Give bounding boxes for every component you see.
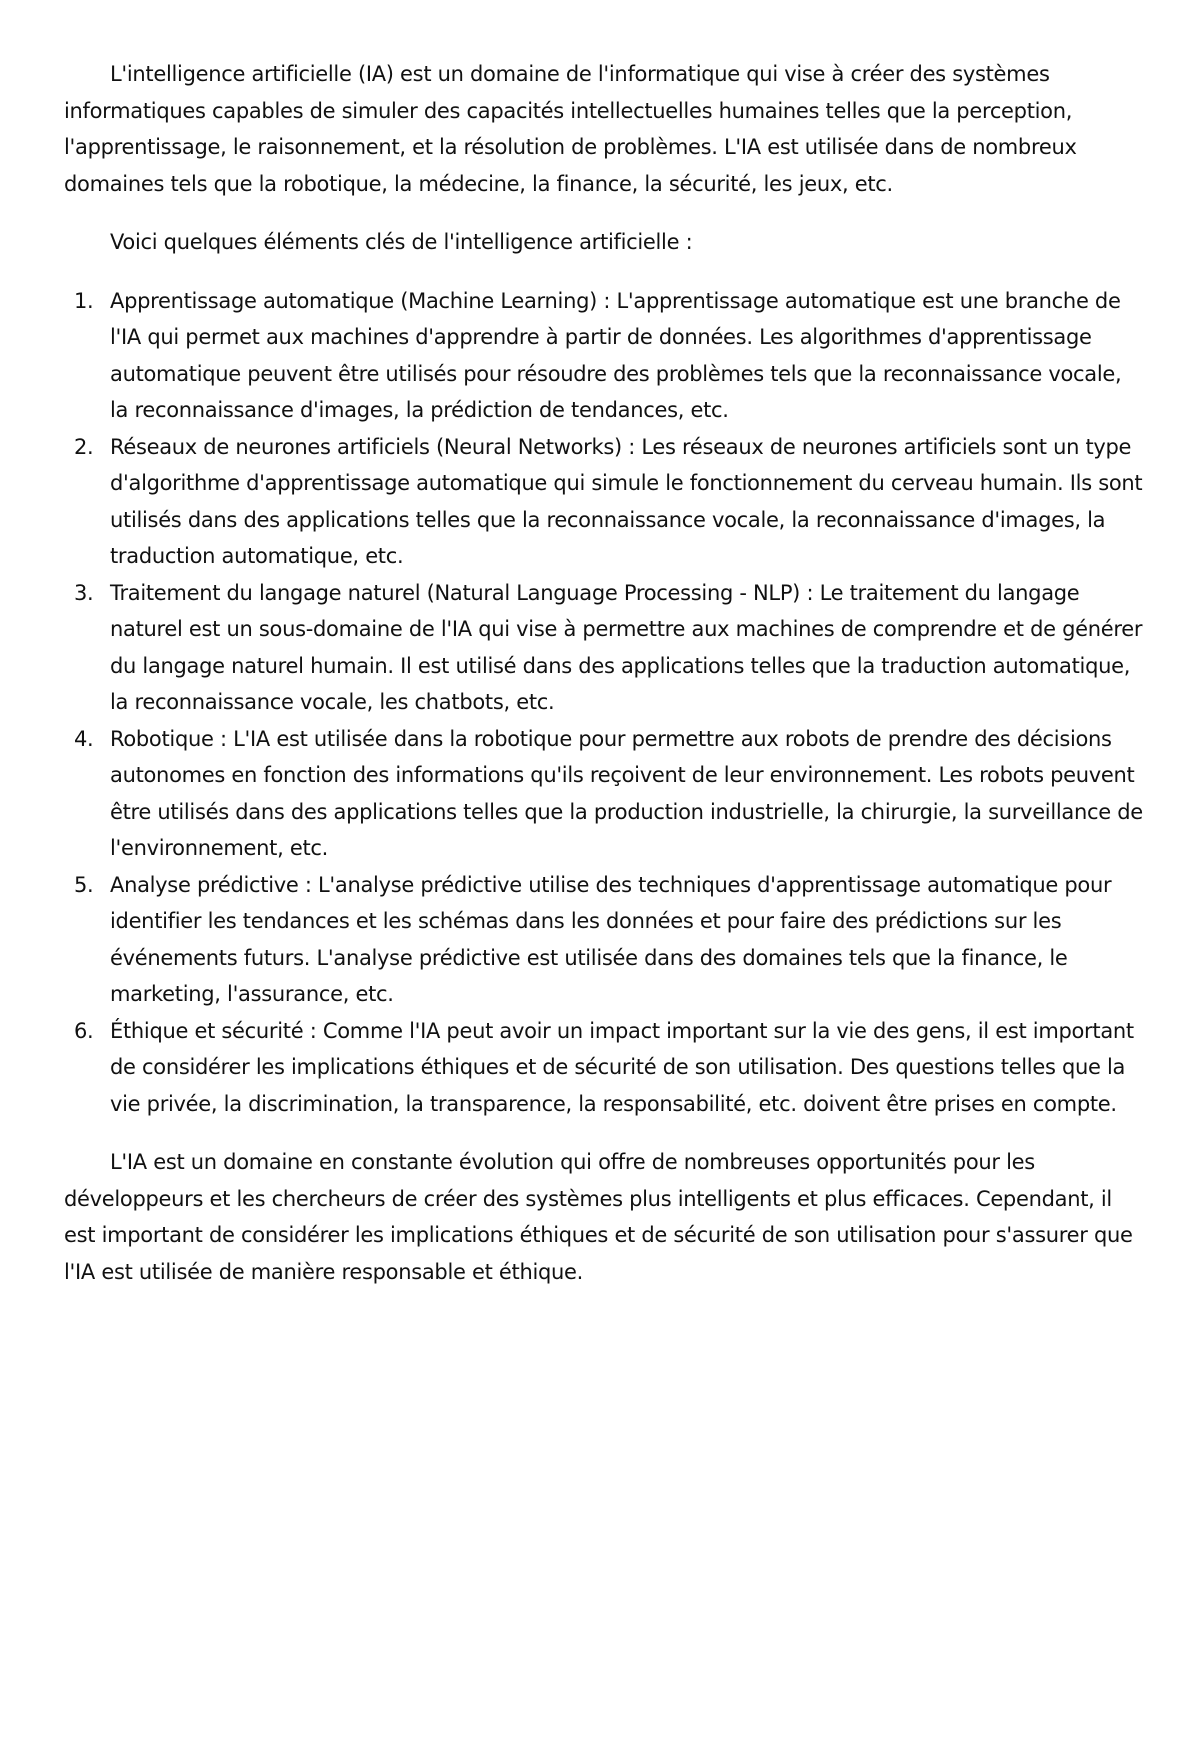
lead-paragraph: Voici quelques éléments clés de l'intelligence artificielle : xyxy=(110,230,693,254)
conclusion-paragraph: L'IA est un domaine en constante évolution qui offre de nombreuses opportunités pour les développeurs et les chercheurs de créer des systèmes plus intelligents et plus efficaces. Cependant, il est important de considérer les implications éthiques et de sécurité de son utilisation pour s'assurer que l'IA est utilisée de manière responsable et éthique. xyxy=(64,1150,1133,1284)
list-item-text: Analyse prédictive : L'analyse prédictive utilise des techniques d'apprentissage automatique pour identifier les tendances et les schémas dans les données et pour faire des prédictions sur les événements futurs. L'analyse prédictive est utilisée dans des domaines tels que la finance, le marketing, l'assurance, etc. xyxy=(110,872,1112,1006)
list-item xyxy=(64,575,1144,721)
list-item-text: Réseaux de neurones artificiels (Neural Networks) : Les réseaux de neurones artificiels sont un type d'algorithme d'apprentissage automatique qui simule le fonctionnement du cerveau humain. Ils sont utilisés dans des applications telles que la reconnaissance vocale, la reconnaissance d'images, la traduction automatique, etc. xyxy=(110,434,1143,568)
list-number: 2. xyxy=(74,434,94,459)
list-item xyxy=(64,429,1144,575)
list-number: 6. xyxy=(74,1018,94,1043)
list-item xyxy=(64,721,1144,867)
key-elements-list xyxy=(64,283,1144,1123)
intro-paragraph: L'intelligence artificielle (IA) est un domaine de l'informatique qui vise à créer des systèmes informatiques capables de simuler des capacités intellectuelles humaines telles que la perception, l'apprentissage, le raisonnement, et la résolution de problèmes. L'IA est utilisée dans de nombreux domaines tels que la robotique, la médecine, la finance, la sécurité, les jeux, etc. xyxy=(64,62,1077,196)
list-item xyxy=(64,283,1144,429)
list-item xyxy=(64,867,1144,1013)
list-number: 1. xyxy=(74,288,94,313)
list-number: 4. xyxy=(74,726,94,751)
list-item-text: Robotique : L'IA est utilisée dans la robotique pour permettre aux robots de prendre des décisions autonomes en fonction des informations qu'ils reçoivent de leur environnement. Les robots peuvent être utilisés dans des applications telles que la production industrielle, la chirurgie, la surveillance de l'environnement, etc. xyxy=(110,726,1143,860)
document-page xyxy=(64,56,1144,1312)
list-item-text: Traitement du langage naturel (Natural Language Processing - NLP) : Le traitement du langage naturel est un sous-domaine de l'IA qui vise à permettre aux machines de comprendre et de générer du langage naturel humain. Il est utilisé dans des applications telles que la traduction automatique, la reconnaissance vocale, les chatbots, etc. xyxy=(110,580,1143,714)
list-item-text: Éthique et sécurité : Comme l'IA peut avoir un impact important sur la vie des gens, il est important de considérer les implications éthiques et de sécurité de son utilisation. Des questions telles que la vie privée, la discrimination, la transparence, la responsabilité, etc. doivent être prises en compte. xyxy=(110,1018,1134,1116)
list-item xyxy=(64,1013,1144,1123)
list-number: 3. xyxy=(74,580,94,605)
list-item-text: Apprentissage automatique (Machine Learning) : L'apprentissage automatique est une branche de l'IA qui permet aux machines d'apprendre à partir de données. Les algorithmes d'apprentissage automatique peuvent être utilisés pour résoudre des problèmes tels que la reconnaissance vocale, la reconnaissance d'images, la prédiction de tendances, etc. xyxy=(110,288,1122,422)
list-number: 5. xyxy=(74,872,94,897)
